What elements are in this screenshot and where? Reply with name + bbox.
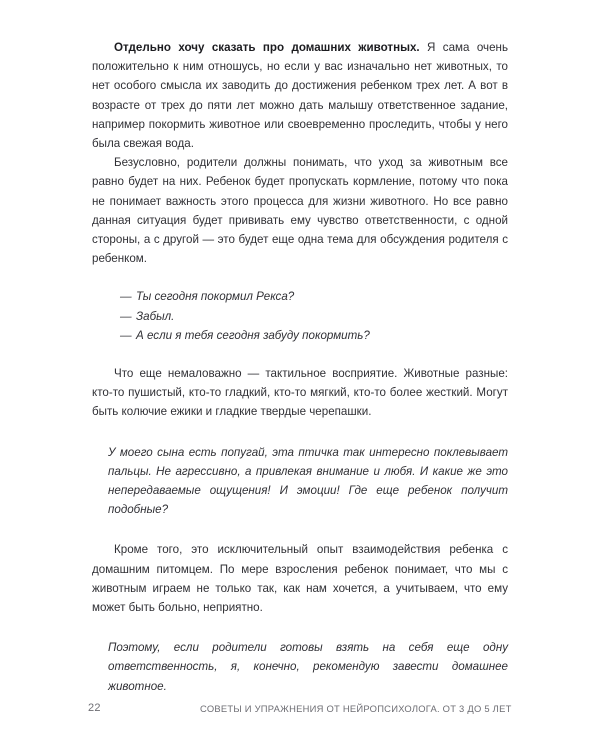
spacer [92,617,508,638]
quote-conclusion: Поэтому, если родители готовы взять на себя еще одну ответственность, я, конечно, рекомендую завести домашнее животное. [108,641,508,693]
page-footer [0,702,600,722]
quote-parrot: У моего сына есть попугай, эта птичка так интересно поклевывает пальцы. Не агрессивно, а привлекая внимание и любя. И какие же это непередаваемые ощущения! И эмоции! Где еще ребенок получит подобные? [108,445,508,517]
dialogue-text: Ты сегодня покормил Рекса? [136,290,295,304]
dialogue-block [92,287,508,345]
dialogue-text: Забыл. [136,309,175,323]
spacer [92,345,508,364]
paragraph-responsibility: Безусловно, родители должны понимать, что уход за животным все равно будет на них. Ребенок будет пропускать кормление, потому что пока не понимает важность этого процесса для жизни животного. Но все равно данная ситуация будет прививать ему чувство ответственности, с одной стороны, а с другой — это будет еще одна тема для обсуждения родителя с ребенком. [92,156,508,266]
paragraph-pet-experience: Кроме того, это исключительный опыт взаимодействия ребенка с домашним питомцем. По мере взросления ребенок понимает, что мы с животным играем не только так, как нам хочется, а учитываем, что ему может быть больно, неприятно. [92,543,508,615]
dialogue-text: А если я тебя сегодня забуду покормить? [136,328,370,342]
em-dash-icon: — [120,290,132,304]
paragraph-intro [92,38,508,153]
em-dash-icon: — [120,309,132,323]
dialogue-line [92,287,508,306]
page-number: 22 [88,702,101,714]
dialogue-line [92,307,508,326]
em-dash-icon: — [120,328,132,342]
paragraph-tactile: Что еще немаловажно — тактильное восприятие. Животные разные: кто-то пушистый, кто-то гладкий, кто-то мягкий, кто-то более жесткий. Могут быть колючие ежики и гладкие твердые черепашки. [92,367,508,419]
dialogue-line [92,326,508,345]
paragraph-intro-text: Я сама очень положительно к ним отношусь, но если у вас изначально нет животных, то нет особого смысла их заводить до достижения ребенком трех лет. А вот в возрасте от трех до пяти лет можно дать малышу ответственное задание, например покормить животное или своевременно проследить, чтобы у него была свежая вода. [92,41,508,151]
lead-in-bold-phrase: Отдельно хочу сказать про домашних животных. [114,41,420,54]
spacer [92,519,508,540]
running-head: СОВЕТЫ И УПРАЖНЕНИЯ ОТ НЕЙРОПСИХОЛОГА. ОТ 3 ДО 5 ЛЕТ [200,703,512,714]
page-content [92,38,508,696]
spacer [92,422,508,443]
